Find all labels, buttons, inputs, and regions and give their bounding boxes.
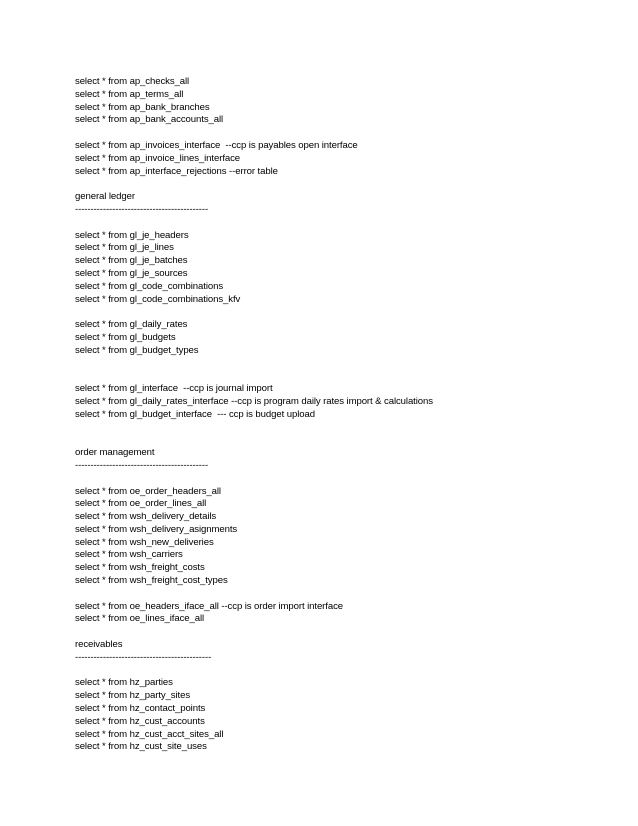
query-line: select * from hz_parties <box>75 677 173 689</box>
query-line: select * from gl_je_sources <box>75 267 188 279</box>
query-line: select * from hz_contact_points <box>75 703 206 715</box>
query-line: select * from gl_je_batches <box>75 255 188 267</box>
query-line: select * from gl_daily_rates <box>75 319 188 331</box>
query-line: select * from hz_cust_site_uses <box>75 741 207 753</box>
query-line: select * from wsh_carriers <box>75 549 183 561</box>
blank-lines <box>75 422 615 448</box>
query-line: select * from gl_interface --ccp is journal import <box>75 383 273 395</box>
query-line: select * from ap_bank_accounts_all <box>75 114 224 126</box>
blank-line <box>75 306 615 319</box>
gl-interface-queries <box>75 383 615 421</box>
query-line: select * from ap_invoice_lines_interface <box>75 152 241 164</box>
payables-table-queries <box>75 76 615 127</box>
query-line: select * from oe_order_lines_all <box>75 498 207 510</box>
query-line: select * from oe_lines_iface_all <box>75 613 205 625</box>
ar-table-queries <box>75 677 615 754</box>
om-divider: ------------------------------------------- <box>75 459 209 471</box>
query-line: select * from wsh_delivery_asignments <box>75 523 238 535</box>
gl-divider: ------------------------------------------- <box>75 203 209 215</box>
query-line: select * from gl_code_combinations <box>75 280 224 292</box>
blank-line <box>75 217 615 230</box>
om-table-queries <box>75 486 615 588</box>
blank-line <box>75 127 615 140</box>
query-line: select * from gl_budgets <box>75 331 176 343</box>
query-line: select * from ap_invoices_interface --ccp is payables open interface <box>75 139 358 151</box>
query-line: select * from gl_je_lines <box>75 242 174 254</box>
gl-heading: general ledger <box>75 191 135 203</box>
query-line: select * from wsh_new_deliveries <box>75 536 214 548</box>
blank-line <box>75 626 615 639</box>
ar-heading: receivables <box>75 639 123 651</box>
query-line: select * from ap_interface_rejections --error table <box>75 165 278 177</box>
gl-budget-queries <box>75 319 615 357</box>
query-line: select * from hz_cust_accounts <box>75 715 205 727</box>
query-line: select * from gl_je_headers <box>75 229 189 241</box>
query-line: select * from hz_party_sites <box>75 690 191 702</box>
query-line: select * from gl_budget_interface --- ccp is budget upload <box>75 408 315 420</box>
query-line: select * from oe_headers_iface_all --ccp is order import interface <box>75 600 344 612</box>
payables-interface-queries <box>75 140 615 178</box>
blank-line <box>75 178 615 191</box>
query-line: select * from hz_cust_acct_sites_all <box>75 728 224 740</box>
query-line: select * from wsh_delivery_details <box>75 511 217 523</box>
om-interface-queries <box>75 601 615 627</box>
blank-line <box>75 588 615 601</box>
blank-line <box>75 473 615 486</box>
document-body <box>75 76 615 754</box>
query-line: select * from ap_terms_all <box>75 88 184 100</box>
query-line: select * from gl_budget_types <box>75 344 199 356</box>
query-line: select * from ap_bank_branches <box>75 101 210 113</box>
om-heading: order management <box>75 447 155 459</box>
blank-lines <box>75 358 615 384</box>
blank-line <box>75 665 615 678</box>
query-line: select * from gl_code_combinations_kfv <box>75 293 241 305</box>
query-line: select * from oe_order_headers_all <box>75 485 221 497</box>
query-line: select * from wsh_freight_cost_types <box>75 575 228 587</box>
query-line: select * from ap_checks_all <box>75 76 190 87</box>
gl-table-queries <box>75 230 615 307</box>
ar-divider: -------------------------------------------- <box>75 651 212 663</box>
query-line: select * from gl_daily_rates_interface --ccp is program daily rates import & calculations <box>75 395 433 407</box>
query-line: select * from wsh_freight_costs <box>75 562 205 574</box>
